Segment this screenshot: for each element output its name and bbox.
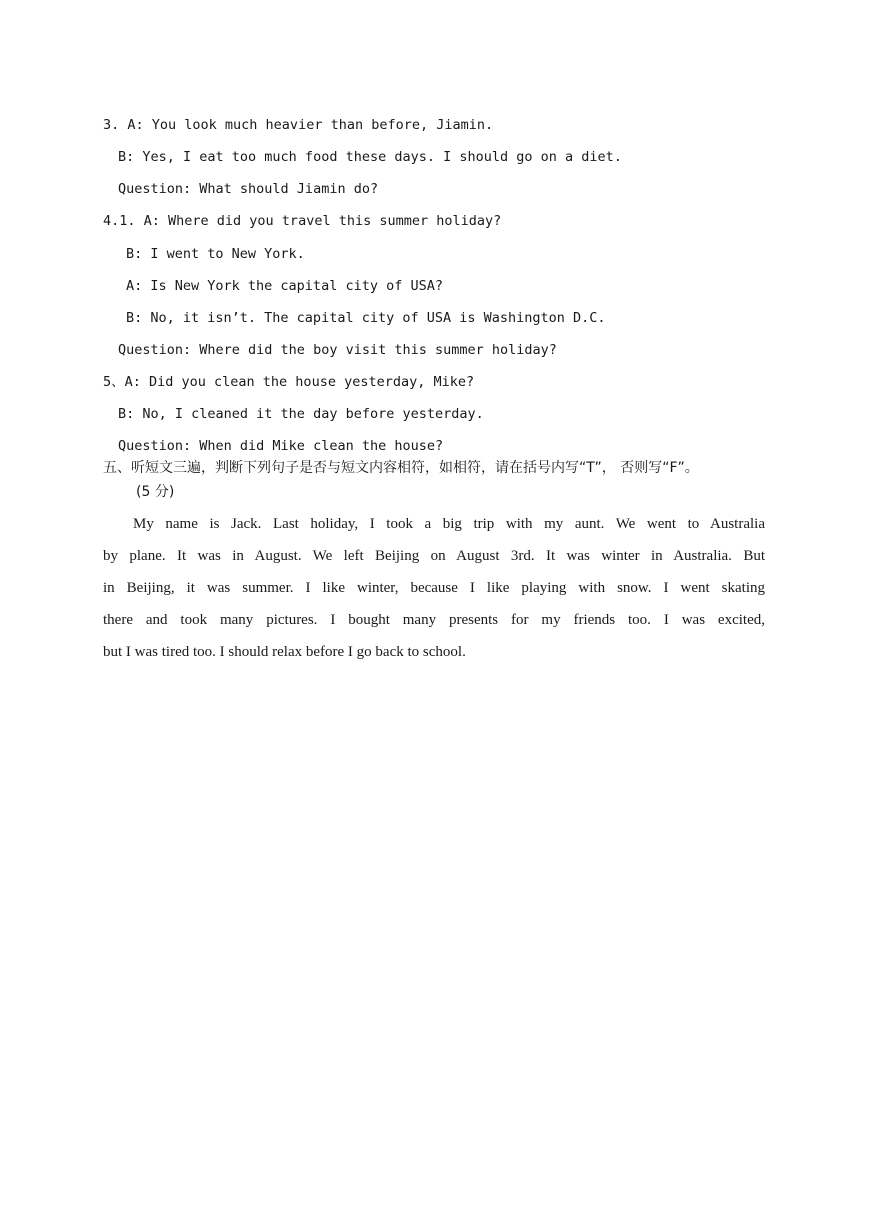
q3-speaker-b: B: Yes, I eat too much food these days. I should go on a diet. <box>118 149 622 165</box>
section-5-heading: 五、听短文三遍，判断下列句子是否与短文内容相符，如相符，请在括号内写“T”， 否则写“F”。 <box>103 460 699 476</box>
q4-speaker-a1: 4.1. A: Where did you travel this summer holiday? <box>103 213 502 229</box>
q4-speaker-b2: B: No, it isn’t. The capital city of USA is Washington D.C. <box>126 310 606 326</box>
passage-line: but I was tired too. I should relax before I go back to school. <box>103 644 466 660</box>
q4-speaker-b1: B: I went to New York. <box>126 246 305 262</box>
q3-question: Question: What should Jiamin do? <box>118 181 379 197</box>
q4-speaker-a2: A: Is New York the capital city of USA? <box>126 278 443 294</box>
q3-speaker-a: 3. A: You look much heavier than before, Jiamin. <box>103 117 494 133</box>
q5-question: Question: When did Mike clean the house? <box>118 438 444 454</box>
q5-speaker-b: B: No, I cleaned it the day before yesterday. <box>118 406 484 422</box>
passage-line: by plane. It was in August. We left Beijing on August 3rd. It was winter in Australia. But <box>103 548 765 564</box>
q5-speaker-a: 5、A: Did you clean the house yesterday, Mike? <box>103 374 475 390</box>
q4-question: Question: Where did the boy visit this summer holiday? <box>118 342 557 358</box>
passage-line: My name is Jack. Last holiday, I took a big trip with my aunt. We went to Australia <box>133 516 765 532</box>
passage-line: in Beijing, it was summer. I like winter, because I like playing with snow. I went skating <box>103 580 765 596</box>
passage-line: there and took many pictures. I bought many presents for my friends too. I was excited, <box>103 612 765 628</box>
section-5-points: (5 分) <box>136 484 175 500</box>
